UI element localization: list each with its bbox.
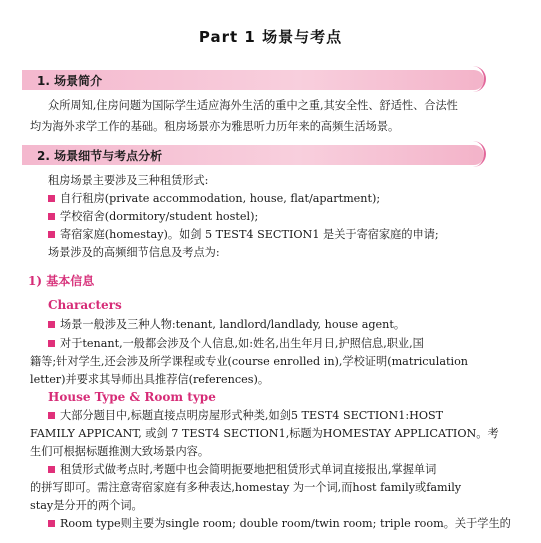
- list-item: [48, 226, 439, 243]
- section-title-2: 2. 场景细节与考点分析: [37, 149, 163, 163]
- list-item-text: 学校宿舍(dormitory/student hostel);: [60, 210, 259, 223]
- house-type-heading: House Type & Room type: [48, 390, 216, 404]
- section1-line-1: 众所周知,住房问题为国际学生适应海外生活的重中之重,其安全性、舒适性、合法性: [48, 99, 458, 112]
- characters-line-3: 籍等;针对学生,还会涉及所学课程或专业(course enrolled in),学校证明(matriculation: [30, 355, 469, 368]
- house-type-line-1: [48, 407, 443, 424]
- house-type-line-6: stay是分开的两个词。: [30, 499, 143, 512]
- bullet-square-icon: [48, 466, 55, 473]
- paragraph-text: Room type则主要为single room; double room/twin room; triple room。关于学生的: [60, 517, 511, 530]
- section-header-2: [22, 145, 484, 165]
- paragraph-text: 大部分题目中,标题直接点明房屋形式种类,如剑5 TEST4 SECTION1:HOST: [60, 409, 444, 422]
- section2-outro: 场景涉及的高频细节信息及考点为:: [48, 246, 220, 259]
- section1-line-2: 均为海外求学工作的基础。租房场景亦为雅思听力历年来的高频生活场景。: [30, 120, 400, 133]
- list-item: [48, 190, 380, 207]
- bullet-square-icon: [48, 213, 55, 220]
- section-tab-decoration: [470, 141, 486, 167]
- bullet-square-icon: [48, 195, 55, 202]
- bullet-square-icon: [48, 340, 55, 347]
- section2-intro: 租房场景主要涉及三种租赁形式:: [48, 174, 209, 187]
- house-type-line-7: [48, 515, 511, 532]
- part-title: Part 1 场景与考点: [198, 28, 343, 46]
- house-type-line-3: 生们可根据标题推测大致场景内容。: [30, 445, 210, 458]
- basic-info-heading: 1) 基本信息: [28, 274, 95, 288]
- house-type-line-2: FAMILY APPICANT, 或剑 7 TEST4 SECTION1,标题为HOMESTAY APPLICATION。考: [30, 427, 499, 440]
- characters-line-1: [48, 316, 405, 333]
- list-item-text: 寄宿家庭(homestay)。如剑 5 TEST4 SECTION1 是关于寄宿家庭的申请;: [60, 228, 439, 241]
- bullet-square-icon: [48, 412, 55, 419]
- characters-line-4: letter)并要求其导师出具推荐信(references)。: [30, 373, 270, 386]
- characters-heading: Characters: [48, 298, 122, 312]
- list-item-text: 自行租房(private accommodation, house, flat/apartment);: [60, 192, 381, 205]
- bullet-square-icon: [48, 321, 55, 328]
- bullet-square-icon: [48, 520, 55, 527]
- paragraph-text: 对于tenant,一般都会涉及个人信息,如:姓名,出生年月日,护照信息,职业,国: [60, 337, 424, 350]
- bullet-square-icon: [48, 231, 55, 238]
- paragraph-text: 租赁形式做考点时,考题中也会简明扼要地把租赁形式单词直接报出,掌握单词: [60, 463, 437, 476]
- house-type-line-5: 的拼写即可。需注意寄宿家庭有多种表达,homestay 为一个词,而host family或family: [30, 481, 462, 494]
- section-title-1: 1. 场景简介: [37, 74, 103, 88]
- section-tab-decoration: [470, 66, 486, 92]
- section-header-1: [22, 70, 484, 90]
- house-type-line-4: [48, 461, 436, 478]
- list-item: [48, 208, 258, 225]
- characters-line-2: [48, 335, 424, 352]
- paragraph-text: 场景一般涉及三种人物:tenant, landlord/landlady, house agent。: [60, 318, 406, 331]
